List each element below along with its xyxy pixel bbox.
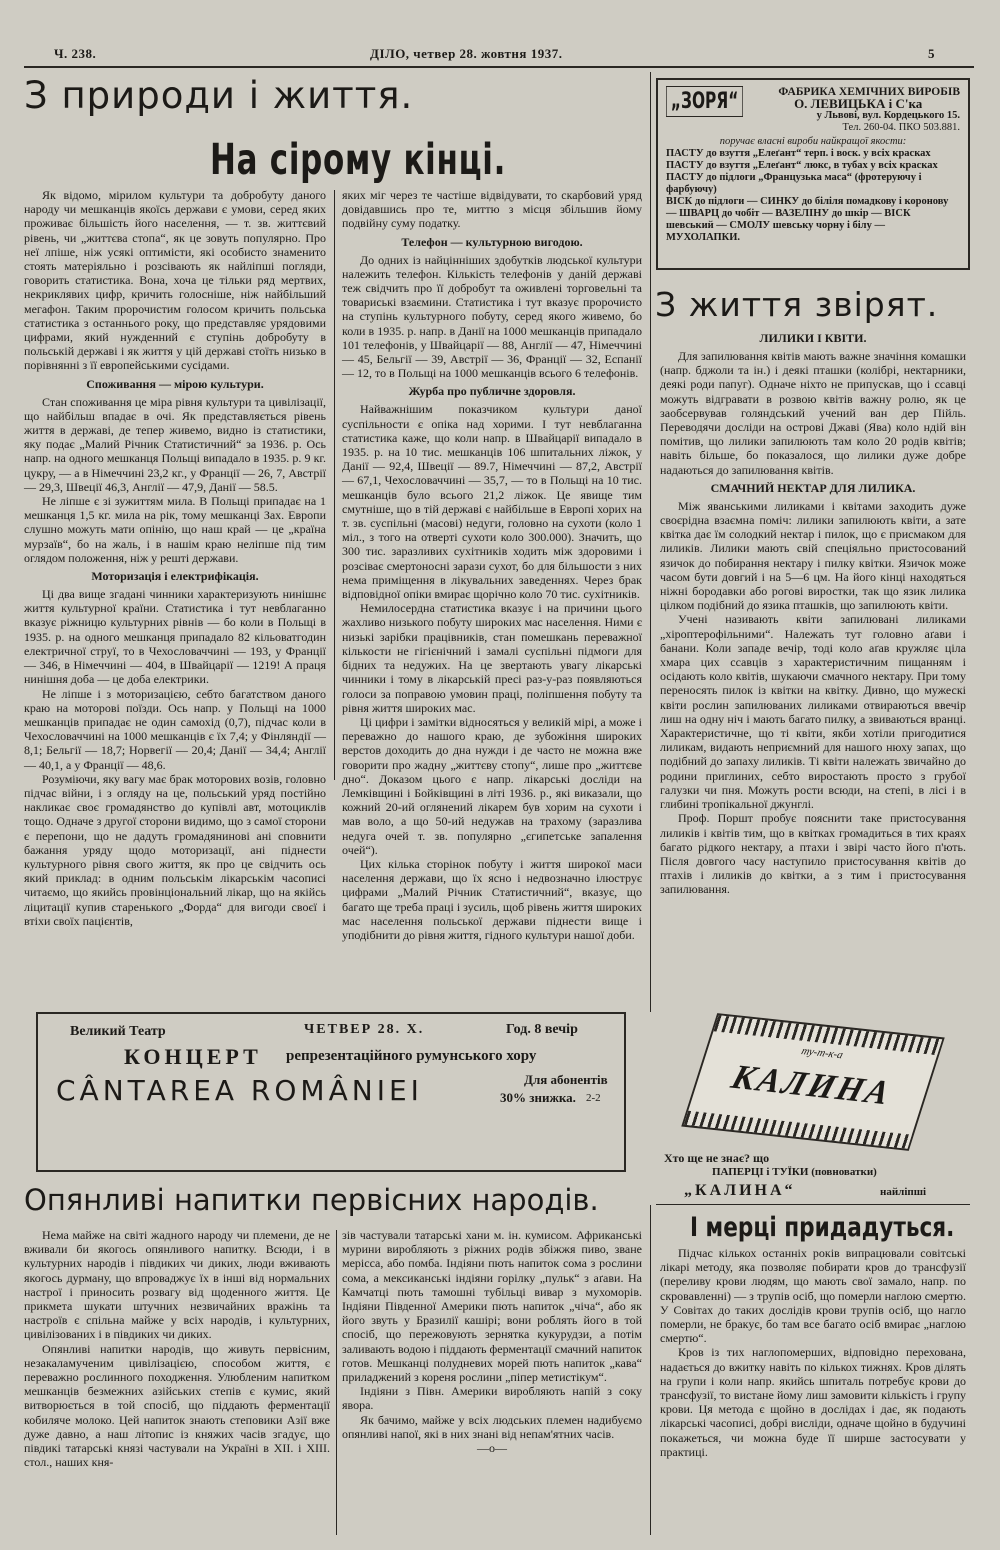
concert-day: ЧЕТВЕР 28. Х. xyxy=(304,1022,425,1037)
kalyna-question: Хто ще не знає? що xyxy=(664,1151,770,1165)
zorya-factory: ФАБРИКА ХЕМІЧНИХ ВИРОБІВ xyxy=(778,86,960,98)
paragraph: Між яванськими лиликами і квітами заходить дуже своєрідна взаємна поміч: лилики запилюють квіти, а зате квітка дає їм солодкий нектар і пилок, що є присмаком для лиликів. Лилики мають свій спеціяльно пристосований язичок до побирання нектару і пилку квітки. Язичок може часом бути довгий і на 5—6 цм. На його кінці находяться ніжні бородавки або рогові виростки, так що язик лилика цілком подібний до язика пташків, що запилюють квіти. xyxy=(660,498,966,613)
zorya-logo: „ЗОРЯ“ xyxy=(666,86,743,117)
page-number-right: 5 xyxy=(928,46,935,61)
kalyna-advertisement xyxy=(656,1015,970,1183)
kalyna-brand-line: „КАЛИНА“ xyxy=(684,1182,796,1199)
paragraph: Стан споживання це міра рівня культури та цивілізації, що найбільш впадає в очі. Як представляється рівень життя в державі, де тепер живемо, видно із статистики, яку подає „Малий Річник Статистичний“ за 1936. р. Ось напр. на одного мешканця Польщі випадало в 1935. р. 9 кг. цукру, — а в Німеччині 23,2 кг., у Франції — 26, 7, Австрії — 29,3, Швеції 46,3, Англії — 47,9, Данії — 58.5. xyxy=(24,394,326,494)
page-number: Ч. 238. xyxy=(54,46,97,61)
paragraph: Ці цифри і замітки відносяться у великій мірі, а може і переважно до нашого краю, де зубожіння широких верстов доходить до дна нужди і де часто не можна вже говорити про жадну „життєву стопу“, лише про „життєве дно“. Доказом цього є напр. лікарські досліди на Лемківщині і Бойківщині в літі 1936. р., які виказали, що кожний 20-ий оглянений лікарем був хорим на сухоти і мав воло, а що 50-ий недужав на трахому (заразлива недуга очей т. зв. популярно „єгипетське запалення очей“). xyxy=(342,714,642,857)
column-divider xyxy=(650,1205,651,1535)
box-top-label: ту-т-к-а xyxy=(799,1044,845,1062)
paragraph: Нема майже на світі жадного народу чи племени, де не вживали би якогось опянливого напитку. Всюди, і в культурних народів і півдиких чи диких, люди вживають якогось дурману, що впроваджує їх в інші від нормальних настрої і приносить розвагу від щоденного життя. Це прикмета шукати штучних незвичайних вражінь та настроїв є спільна майже у всіх народів, і культурних, цивілізованих і в півдиких чи диких. xyxy=(24,1228,330,1342)
article-column-1 xyxy=(24,188,326,928)
ad-bottom-rule xyxy=(656,1204,970,1205)
zorya-address: у Львові, вул. Кордецького 15. xyxy=(816,110,960,121)
subheading-bats-flowers: ЛИЛИКИ І КВІТИ. xyxy=(759,331,867,345)
header-rule xyxy=(24,66,974,68)
article-end-mark: —о— xyxy=(477,1441,507,1456)
beverages-column-1 xyxy=(24,1228,330,1538)
section-title-animals: З життя звірят. xyxy=(655,285,939,324)
column-divider xyxy=(336,1230,337,1535)
paragraph: Для запилювання квітів мають важне значіння комашки (напр. бджоли та ін.) і деякі пташки (колібрі, нектарники, деякі роди папуг). Одначе ніхто не припускав, що і ссавці можуть відгравати в розвою квітів важну ролю, як це заобсервував голяндський учений ван дер Пійль. Переводячи досліди на острові Джаві (Ява) коло ндій він помітив, що лилики запилюють там коло 20 родів квітів; навіть більше, бо показалося, що лилики дуже добре надаються до запилювання квітів. xyxy=(660,349,966,477)
subheading: Телефон — культурною вигодою. xyxy=(401,234,583,249)
paragraph: Не ліпше є зі зужиттям мила. В Польщі припадає на 1 мешканця 1,5 кг. мила на рік, тому мешканці Зах. Европи слушно можуть мати опінію, що наш край — це „країна мурзаїв“, бо на жаль, і в нашім краю неліпше під тим оглядом положення, ніж у решті держави. xyxy=(24,494,326,565)
zorya-phone: Тел. 260-04. ПКО 503.881. xyxy=(842,122,960,133)
paragraph: Не ліпше і з моторизацією, себто багатством даного краю на моторові поїзди. Ось напр. у Польщі на 1000 мешканців припадає не один самохід (0,7), підчас коли в Чехословаччині на 1000 мешканців є їх 7,4; у Фінляндії — 8,1; Бельгії — 18,7; Норвегії — 20,4; Данії — 34,4; Англії — 40,1, а у Франції — 48,6. xyxy=(24,686,326,772)
paragraph: яких міг через те частіше відвідувати, то скарбовий уряд довідавшись про те, миттю з місця збільшив йому подвійну суму податку. xyxy=(342,188,642,231)
concert-subscribers: Для абонентів xyxy=(524,1072,608,1087)
choir-name: CÂNTAREA ROMÂNIEI xyxy=(56,1074,423,1107)
section-title-nature: З природи і життя. xyxy=(24,74,414,117)
paragraph: Опянливі напитки народів, що живуть первісним, незакаламученим цивілізацією, способом життя, є переважно рослинного походження. Улюбленим напитком мешканців безмежних азійських степів є кумис, який витворюється в той спосіб, що піддають ферментації кобиляче молоко. Цей напиток знають степовики Азії вже дуже давно, а наш літопис із княжих часів згадує, що півдикі татарські князі частували на Україні в XII. і XIII. стол., наших кня- xyxy=(24,1341,330,1470)
kalyna-best: найліпші xyxy=(880,1186,927,1198)
box-stripes-bottom xyxy=(684,1111,912,1149)
subheading: Споживання — мірою культури. xyxy=(86,376,264,391)
paragraph: Підчас кількох останніх років випрацювали совітські лікарі методу, яка позволяє побирати кров до трансфузії (переливу крови людям, що мають свої замало, напр. по скровавленні) — з трупів осіб, що померли наглою смертю. У Совітах до таких дослідів крови трупів осіб, що нагло померли, не бракує, бо там все багато осіб вмирає „наглою смертю“. xyxy=(660,1246,966,1346)
subheading: Журба про публичне здоровля. xyxy=(408,384,576,399)
paragraph: Як відомо, мірилом культури та добробуту даного народу чи мешканців якоїсь держави є умови, серед яких проживає більшість його населення, — т. зв. життєвий рівень, чи „життєва стопа“, як це зовуть популярно. Про неї лпіше, ніж усякі оптимісти, які особисто знаменито стоять матеріяльно і розсівають як найліпші погляди, говорить статистика. Вона, хоча це тільки ряд мертвих, некриклявих цифр, кричить голосніше, ніж найбільший мегафон. Таким пророчистим голосом кричить польська статистика з останнього року, що представляє урядовими цифрами, який нужденний є ступінь добробуту в польській державі і як життя у цій державі стоїть низько в порівнянні з її европейськими сусідами. xyxy=(24,188,326,373)
corpses-article xyxy=(660,1246,966,1538)
section-title-beverages: Опянливі напитки первісних народів. xyxy=(24,1183,599,1217)
beverages-column-2 xyxy=(342,1228,642,1538)
paragraph: До одних із найцінніших здобутків людської культури належить телефон. Кількість телефонів у даній державі теж свідчить про її добробут та оживлені торговельні та товариські взаємини. Статистика і тут вказує пророчисто на ступінь культурного побуту, серед якого живемо, бо коли в 1935. р. напр. в Данії на 1000 мешканців припадало 101 телефонів, у Швайцарії — 88, Англії — 47, Німеччині — 45, Бельгії — 39, Австрії — 36, Франції — 32, Еспанії — 12, то в Польщі на 1000 мешканців всього 6 телефонів. xyxy=(342,252,642,381)
concert-discount: 30% знижка. xyxy=(500,1090,576,1105)
kalyna-products: ПАПЕРЦІ і ТУЇКИ (повноватки) xyxy=(712,1166,877,1178)
paragraph: Найважнішим показчиком культури даної суспільности є опіка над хорими. І тут невблаганна статистика каже, що коли напр. в Швайцарії випадало в 1935. р. на 10 тис. мешканців 106 шпитальних ліжок, у Данії — 92,4, Швеції — 89.7, Німеччині — 87,2, Австрії — 67,1, Чехословаччині — 35,7, — то в Польщі на 10 тис. мешканців було всього 21,2 ліжок. Це явище тим смутніше, що в тій державі є найбільше в Европі хорих на т. зв. суспільні (масові) недуги, головно на сухоти (коло 1 міл., з того на отверті сухоти коло 300.000). Значить, що 300 тис. заразливих сухітників ходить між здоровими і розсіває смертоносні зарази сухот, бо для більшости з них нема приміщення в лікувальних заведеннях. Через брак відповідної опіки вмирає щорічно коло 70 тис. сухітників. xyxy=(342,402,642,602)
zorya-owner: О. ЛЕВИЦЬКА і С'ка xyxy=(794,96,923,111)
paragraph: Немилосердна статистика вказує і на причини цього жахливо низького побуту широких мас населення. Ними є низькі зарібки працівників, стан помешкань переважної кількости не гігієнічний і замалі суспільні підмоги для бідних та недужих. На це звертають увагу лікарські чинники і тому в лікарській пресі раз-у-раз появляються голоси за поправою умовин праці, поліпшення побуту та рівня життя широких мас. xyxy=(342,601,642,715)
zorya-item: ПАСТУ до взуття „Елеґант“ люкс, в тубах у всіх красках xyxy=(666,160,938,171)
paragraph: Ці два вище згадані чинники характеризують нинішнє життя культурної країни. Статистика і тут невблаганно вказує ріжницю культурних рівнів — бо коли в Польщі в 1935. р. на одного мешканця припадало 82 кільоватгодин електричної струї, то в Чехословаччині — 193, у Франції — 346, в Німеччині — 404, в Швайцарії — 1219! А праця нинішня доба — це доба електрики. xyxy=(24,587,326,687)
zorya-item: ВІСК до підлоги — СИНКУ до біліля помадкову і коронову — ШВАРЦ до чобіт — ВАЗЕЛІНУ до шкір — ВІСК шевський — СМОЛУ шевську чорну і білу — МУХОЛАПКИ. xyxy=(666,196,949,243)
concert-code: 2-2 xyxy=(586,1092,601,1104)
concert-subtitle: репрезентаційного румунського хору xyxy=(286,1048,537,1064)
cigarette-box-illustration xyxy=(681,1013,945,1151)
animals-article xyxy=(660,327,966,1012)
paragraph: Кров із тих наглопомерших, відповідно перехована, надається до вжитку навіть по кількох тижнях. Кров ділять на групи і коли напр. якийсь шпиталь потребує крови до трансфузії, то вистане йому лиш замовити кількість і групу крови. Ця метода є щойно в дослідах і дає, як подають лікарські часописі, добрі висліди, одначе щойно в будучині покажеться, чи можна буде її ширше застосувати у практиці. xyxy=(660,1345,966,1459)
zorya-recommends: поручає власні вироби найкращої якости: xyxy=(719,136,907,147)
concert-title: КОНЦЕРТ xyxy=(124,1044,262,1069)
column-divider-right xyxy=(650,72,651,1012)
column-divider xyxy=(334,190,335,780)
article-column-2 xyxy=(342,188,642,942)
concert-time: Год. 8 вечір xyxy=(506,1022,578,1037)
zorya-advertisement xyxy=(656,78,970,270)
subheading: Моторизація і електрифікація. xyxy=(91,569,259,584)
zorya-item: ПАСТУ до підлоги „Французька маса“ (фротеруючу і фарбуючу) xyxy=(666,172,922,195)
zorya-item: ПАСТУ до взуття „Елеґант“ терп. і воск. у всіх красках xyxy=(666,148,931,159)
box-brand: КАЛИНА xyxy=(726,1058,897,1113)
paragraph: Цих кілька сторінок побуту і життя широкої маси населення держави, що їх ясно і недвозначно ілюструє цифрами „Малий Річник Статистичний“, вказує, що багато ще треба праці і зусиль, щоб рівень життя широких мас населення польської держави піднести вище і уподібнити до рівня життя, гідного культури нашої доби. xyxy=(342,856,642,942)
paragraph: зів частували татарські хани м. ін. кумисом. Африканські мурини виробляють з ріжних родів збіжжя пиво, зване мерісса, або помба. Індіяни пють напиток сома з рослини сома, а мексиканські індіяни горілку „пульк“ з аґави. На Камчатці пють тамошні тубільці вивар з мухоморів. Індіяни Південної Америки пють напиток „чіча“, або як його звуть у Бразилії кашірі; вони роблять його в той спосіб, що пережовують зернятка кукурудзи, а потім заливають водою і піддають ферментації смачний напиток готов. Мешканці полудневих морей пють напиток „кава“ приладжений з кореня рослини „піпер метистікум“. xyxy=(342,1228,642,1385)
newspaper-date-line: ДІЛО, четвер 28. жовтня 1937. xyxy=(370,46,563,61)
headline-grey-end: На сірому кінці. xyxy=(210,135,507,185)
paragraph: Індіяни з Півн. Америки виробляють напій з соку явора. xyxy=(342,1384,642,1413)
paragraph: Учені називають квіти запилювані лиликами „хіроптерофільними“. Належать тут головно аґави і банани. Коли западе вечір, тоді коло аґав кружляє ціла хмара цих ссавців з характеристичним пищанням і осідають коло квітів, шукаючи смачного нектару. При тому переносять пилок із квітки на квітку. Дивно, що мужескі квіти рослин запилюваних лиликами отвираються ввечір лиш на одну ніч і мають багато пилку, а звиваються вранці. Характеристичне, що ті квіти, якби хотіли пригодитися лиликам, видають неприємний для нашого нюху запах, що подібний до запаху лиликів. Ті квіти належать звичайно до родини приглиних, себто виростають просто з грубої галузки чи пня. Можуть рости всюди, на степі, в лісі і в глибині тропікальної джунглі. xyxy=(660,612,966,812)
concert-venue: Великий Театр xyxy=(70,1024,166,1039)
paragraph: Як бачимо, майже у всіх людських племен надибуємо опянливі напої, які в них знані від непам'ятних часів. xyxy=(342,1412,642,1441)
paragraph: Проф. Поршт пробує пояснити таке пристосування лиликів і квітів тим, що в квітках громадиться в тих краях багато рідкого нектару, а птахи і звірі часто його п'ють. Після довгого часу наступило пристосування квітів до птахів і лиликів до квітки, а з тим і пристосування запилювання. xyxy=(660,811,966,897)
concert-advertisement xyxy=(24,1010,634,1180)
paragraph: Розуміючи, яку вагу має брак моторових возів, головно підчас війни, і з огляду на це, польський уряд постійно накликає своє громадянство до купівлі авт, мотоциклів тощо. Одначе з другої сторони видимо, що з самої сторони є перепони, що не дадуть громадянинові ані сповнити бажання уряду щодо моторизації, ані піднести культурного рівня свого життя, як про це свідчить ось який приклад: в одним польськім лікарськім часописі читаємо, що якийсь провінціональний лікар, що на якійсь ліцитації купив старенького „Форда“ для вигоди своєї і втіхи своїх пацієнтів, xyxy=(24,771,326,928)
subheading-nectar: СМАЧНИЙ НЕКТАР ДЛЯ ЛИЛИКА. xyxy=(710,480,916,495)
section-title-corpses: І мерці придадуться. xyxy=(690,1212,955,1243)
